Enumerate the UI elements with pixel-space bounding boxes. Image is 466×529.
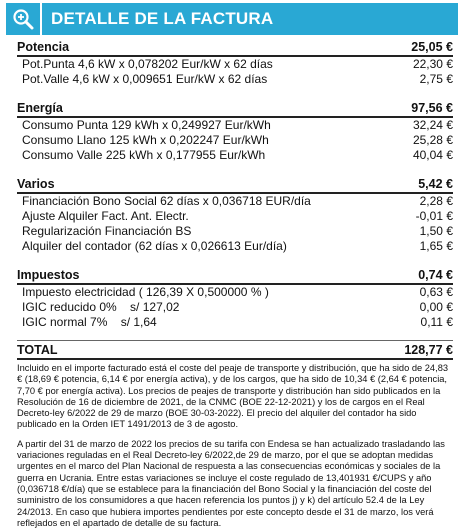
section-title: Energía xyxy=(17,101,63,115)
line-item-label: IGIC reducido 0% s/ 127,02 xyxy=(22,300,180,314)
line-item-amount: 1,50 € xyxy=(419,224,453,238)
line-item xyxy=(17,315,453,330)
line-item xyxy=(17,72,453,87)
line-item-amount: 2,75 € xyxy=(419,72,453,86)
line-item-label: IGIC normal 7% s/ 1,64 xyxy=(22,315,157,329)
zoom-icon-box[interactable] xyxy=(6,3,40,35)
line-item xyxy=(17,300,453,315)
line-item-label: Impuesto electricidad ( 126,39 X 0,500000 % ) xyxy=(22,285,269,299)
invoice-detail-header xyxy=(6,3,458,35)
line-item-amount: 40,04 € xyxy=(412,148,453,162)
total-divider xyxy=(17,340,453,341)
line-item-amount: 0,00 € xyxy=(419,300,453,314)
note-paragraph: Incluido en el importe facturado está el coste del peaje de transporte y distribución, que ha sido de 24,83 € (18,69 € potencia, 6,14 € por energía activa), y de los cargos, que ha sido de 10,34 € (2,64 € potencia, 7,70 € por energía activa). Los precios de peajes de transporte y distribución han sido publicados en la Resolución de 16 de diciembre de 2021, de la CNMC (BOE 22-12-2021) y los de cargos en el Real Decreto-ley 6/2022 de 29 de marzo (BOE 30-03-2022). El precio del alquiler del contador ha sido publicado en la Orden IET 1491/2013 de 3 de agosto. xyxy=(17,363,449,430)
line-item xyxy=(17,194,453,209)
section-header xyxy=(17,175,453,191)
line-item-label: Consumo Llano 125 kWh x 0,202247 Eur/kWh xyxy=(22,133,269,147)
line-item-label: Financiación Bono Social 62 días x 0,036718 EUR/día xyxy=(22,194,311,208)
section-header xyxy=(17,99,453,115)
line-item-amount: 22,30 € xyxy=(412,57,453,71)
line-item xyxy=(17,285,453,300)
line-item-amount: 1,65 € xyxy=(419,239,453,253)
section-varios xyxy=(17,175,453,254)
line-item xyxy=(17,57,453,72)
line-item-label: Consumo Valle 225 kWh x 0,177955 Eur/kWh xyxy=(22,148,266,162)
page-title: DETALLE DE LA FACTURA xyxy=(51,9,274,28)
section-potencia xyxy=(17,38,453,87)
line-item-amount: 32,24 € xyxy=(412,118,453,132)
line-item-amount: 25,28 € xyxy=(412,133,453,147)
line-item xyxy=(17,209,453,224)
line-item xyxy=(17,239,453,254)
line-item-label: Pot.Punta 4,6 kW x 0,078202 Eur/kW x 62 días xyxy=(22,57,273,71)
line-item-amount: 0,11 € xyxy=(420,315,453,329)
spacer xyxy=(17,163,453,175)
line-item-label: Pot.Valle 4,6 kW x 0,009651 Eur/kW x 62 días xyxy=(22,72,268,86)
zoom-in-icon[interactable] xyxy=(11,7,35,31)
note-paragraph: A partir del 31 de marzo de 2022 los precios de su tarifa con Endesa se han actualizado trasladando las variaciones reguladas en el Real Decreto-ley 6/2022,de 29 de marzo, por el que se adoptan medidas urgentes en el marco del Plan Nacional de respuesta a las consecuencias económicas y sociales de la guerra en Ucrania. Entre estas variaciones se incluye el coste regulado de 13,401931 €/CUPS y año (0,036718 €/día) que se establece para la financiación del Bono Social y la financiación del coste del suministro de los consumidores a que hacen referencia los puntos j) y k) del artículo 52.4 de la Ley 24/2013. En caso que hubiera importes pendientes por este concepto desde el 31 de marzo, los verá reflejados en el apartado de detalle de su factura. xyxy=(17,438,445,528)
line-item-label: Ajuste Alquiler Fact. Ant. Electr. xyxy=(22,209,189,223)
line-item xyxy=(17,224,453,239)
line-item-label: Regularización Financiación BS xyxy=(22,224,192,238)
section-total: 5,42 € xyxy=(418,177,453,191)
line-item-label: Alquiler del contador (62 días x 0,026613 Eur/día) xyxy=(22,239,287,253)
line-item xyxy=(17,133,453,148)
section-energia xyxy=(17,99,453,163)
line-item-label: Consumo Punta 129 kWh x 0,249927 Eur/kWh xyxy=(22,118,271,132)
section-impuestos xyxy=(17,266,453,330)
section-title: Varios xyxy=(17,177,55,191)
section-title: Potencia xyxy=(17,40,70,54)
spacer xyxy=(17,254,453,266)
line-item-amount: 0,63 € xyxy=(419,285,453,299)
header-title-box xyxy=(42,3,458,35)
section-total: 25,05 € xyxy=(411,40,453,54)
total-row xyxy=(17,343,453,360)
invoice-content xyxy=(17,38,453,529)
line-item-amount: -0,01 € xyxy=(415,209,453,223)
section-total: 0,74 € xyxy=(418,268,453,282)
section-header xyxy=(17,266,453,282)
section-total: 97,56 € xyxy=(411,101,453,115)
total-amount: 128,77 € xyxy=(404,343,453,357)
spacer xyxy=(17,87,453,99)
line-item xyxy=(17,118,453,133)
total-label: TOTAL xyxy=(17,343,58,357)
section-title: Impuestos xyxy=(17,268,80,282)
line-item xyxy=(17,148,453,163)
section-header xyxy=(17,38,453,54)
line-item-amount: 2,28 € xyxy=(419,194,453,208)
